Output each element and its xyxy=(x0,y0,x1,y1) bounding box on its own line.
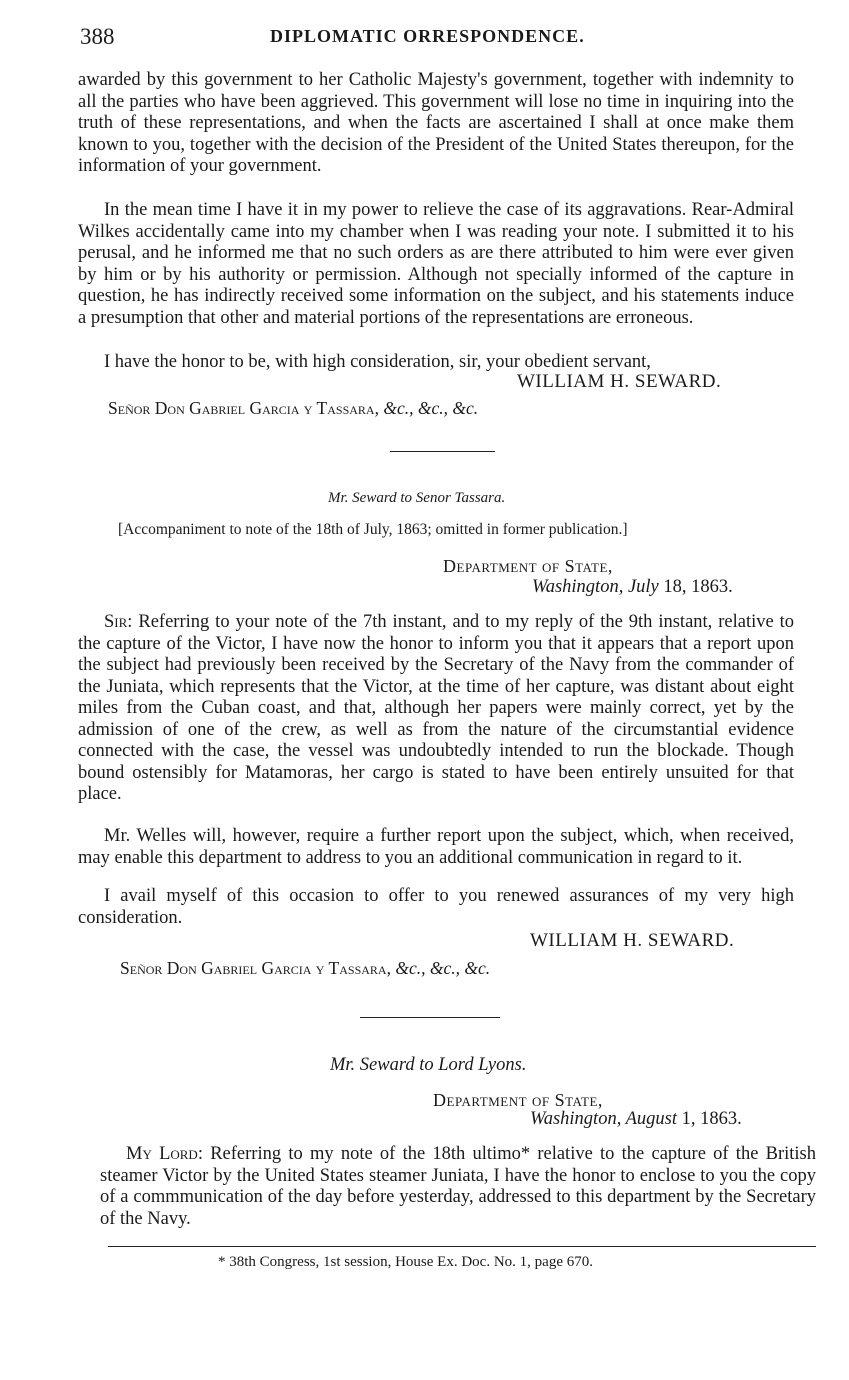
letter1-paragraph-1: awarded by this government to her Catholic Majesty's government, together with indemnity to all the parties who have been aggrieved. This government will lose no time in inquiring into the truth of these representations, and when the facts are ascertained I shall at once make them known to you, together with the decision of the President of the United States thereupon, for the information of your government. xyxy=(78,70,794,176)
letter3-date xyxy=(530,1109,742,1130)
letter1-addressee xyxy=(108,398,478,419)
letter2-signature: WILLIAM H. SEWARD. xyxy=(530,930,735,951)
letter2-heading: Mr. Seward to Senor Tassara. xyxy=(328,490,506,506)
addressee-etc: &c., &c., &c. xyxy=(383,398,479,418)
letter3-body-1: Referring to my note of the 18th ultimo* relative to the capture of the British steamer Victor by the United States steamer Juniata, I have the honor to enclose to you the copy of a commmunication of the day before yesterday, addressed to this department by the Secretary of the Navy. xyxy=(100,1144,817,1229)
page-number: 388 xyxy=(80,24,115,49)
letter3-department: Department of State, xyxy=(433,1090,603,1110)
letter2-date-place: Washington, July xyxy=(532,577,659,597)
letter2-date xyxy=(532,577,733,598)
letter2-accompaniment-note: [Accompaniment to note of the 18th of July, 1863; omitted in former publication.] xyxy=(118,521,628,538)
section-divider-1 xyxy=(390,451,495,452)
letter3-date-place: Washington, August xyxy=(530,1109,677,1129)
letter2-department: Department of State, xyxy=(443,556,613,576)
letter2-paragraph-1 xyxy=(78,612,794,806)
running-title: DIPLOMATIC ORRESPONDENCE. xyxy=(270,26,585,46)
letter3-heading: Mr. Seward to Lord Lyons. xyxy=(330,1055,527,1075)
addressee-name: Señor Don Gabriel Garcia y Tassara, xyxy=(120,958,391,978)
letter2-body-1: Referring to your note of the 7th instant, and to my reply of the 9th instant, relative to the capture of the Victor, I have now the honor to inform you that it appears that a report upon the subject had previously been received by the Secretary of the Navy from the commander of the Juniata, which represents that the Victor, at the time of her capture, was distant about eight miles from the Cuban coast, and that, although her papers were mainly correct, yet by the admission of one of the crew, as well as from the nature of the circumstantial evidence connected with the case, the vessel was undoubtedly intended to run the blockade. Though bound ostensibly for Matamoras, her cargo is stated to have been entirely unsuited for that place. xyxy=(78,612,795,804)
letter2-date-day: 18, 1863. xyxy=(663,577,733,597)
addressee-etc: &c., &c., &c. xyxy=(395,958,491,978)
letter1-paragraph-2: In the mean time I have it in my power to relieve the case of its aggravations. Rear-Admiral Wilkes accidentally came into my chamber when I was reading your note. I submitted it to his perusal, and he informed me that no such orders as are there attributed to him were ever given by him or by his authority or permission. Although not specially informed of the capture in question, he has indirectly received some information on the subject, and his statements induce a presumption that other and material portions of the representations are erroneous. xyxy=(78,200,794,328)
letter3-paragraph-1 xyxy=(100,1144,816,1230)
letter2-salutation: Sir: xyxy=(104,612,133,632)
footnote: * 38th Congress, 1st session, House Ex. Doc. No. 1, page 670. xyxy=(218,1254,593,1270)
letter2-paragraph-2: Mr. Welles will, however, require a further report upon the subject, which, when received, may enable this department to address to you an additional communication in regard to it. xyxy=(78,826,794,868)
letter2-paragraph-3: I avail myself of this occasion to offer to you renewed assurances of my very high consideration. xyxy=(78,886,794,928)
running-header xyxy=(80,22,800,52)
letter1-signature: WILLIAM H. SEWARD. xyxy=(517,371,722,392)
addressee-name: Señor Don Gabriel Garcia y Tassara, xyxy=(108,398,379,418)
section-divider-2 xyxy=(360,1017,500,1018)
footnote-rule xyxy=(108,1246,816,1247)
letter3-salutation: My Lord: xyxy=(126,1144,203,1164)
letter1-closing: I have the honor to be, with high consideration, sir, your obedient servant, xyxy=(104,352,651,372)
letter2-addressee xyxy=(120,958,490,979)
letter3-date-day: 1, 1863. xyxy=(681,1109,742,1129)
